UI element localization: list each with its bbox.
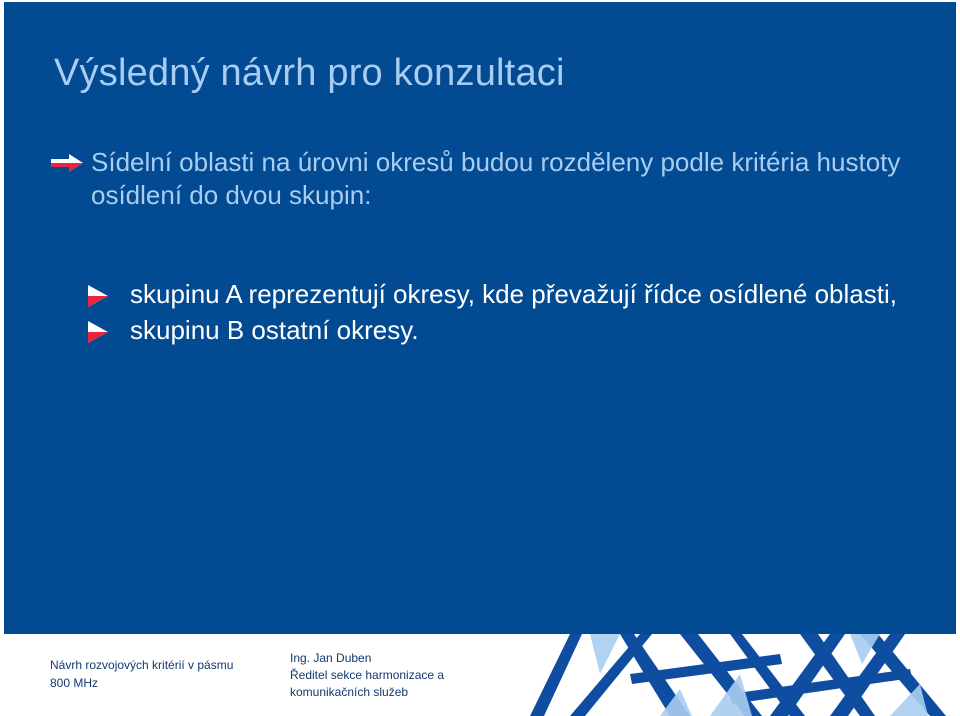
decorative-graphic [530, 634, 960, 716]
author-name: Ing. Jan Duben [290, 651, 372, 665]
main-bullet [51, 146, 931, 212]
author-role: Ředitel sekce harmonizace a komunikačních služeb [290, 668, 445, 699]
footer-bar [0, 634, 960, 716]
slide-area [4, 2, 956, 634]
sub-bullet-text: skupinu B ostatní okresy. [130, 315, 419, 345]
footer-author [290, 650, 520, 701]
sub-bullet-item [88, 313, 948, 347]
sub-bullet-text: skupinu A reprezentují okresy, kde převažují řídce osídlené oblasti, [130, 279, 897, 309]
sub-bullet-list [88, 277, 948, 349]
main-bullet-text: Sídelní oblasti na úrovni okresů budou rozděleny podle kritéria hustoty osídlení do dvou skupin: [91, 147, 901, 210]
triangle-bullet-icon [88, 285, 108, 307]
footer-presentation-title: Návrh rozvojových kritérií v pásmu 800 MHz [50, 658, 234, 690]
slide-title: Výsledný návrh pro konzultaci [54, 52, 565, 94]
sub-bullet-item [88, 277, 948, 311]
arrow-bullet-icon [51, 154, 83, 172]
triangle-bullet-icon [88, 321, 108, 343]
